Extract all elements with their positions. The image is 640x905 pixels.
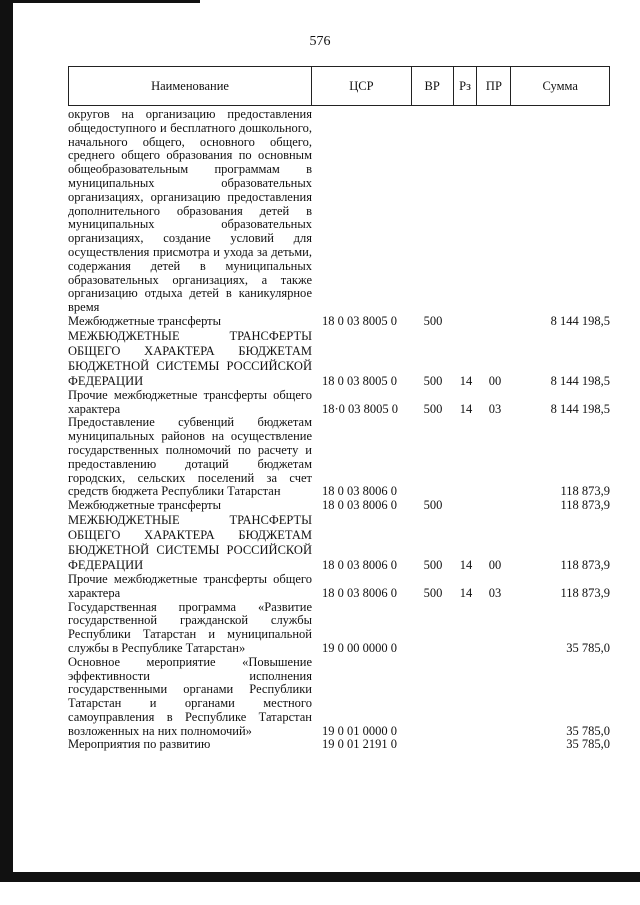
table-row	[68, 315, 610, 329]
row-name: Мероприятия по развитию	[68, 737, 211, 752]
row-vr: 500	[423, 373, 443, 388]
row-sum: 35 785,0	[566, 737, 610, 752]
row-name: округов на организацию предоставления общедоступного и бесплатного дошкольного, начального общего, основного общего, среднего общего образования по основным общеобразовательным программам в муниципальных образовательных организациях, организацию предоставления дополнительного образования детей в муниципальных образовательных организациях, создание условий для осуществления присмотра и ухода за детьми, содержания детей в муниципальных образовательных организациях, а также организацию отдыха детей в каникулярное время	[68, 107, 312, 315]
table-row	[68, 513, 610, 573]
row-name: МЕЖБЮДЖЕТНЫЕ ТРАНСФЕРТЫ ОБЩЕГО ХАРАКТЕРА БЮДЖЕТАМ БЮДЖЕТНОЙ СИСТЕМЫ РОССИЙСКОЙ ФЕДЕРАЦИИ	[68, 512, 312, 572]
table-row	[68, 601, 610, 656]
row-name: Прочие межбюджетные трансферты общего характера	[68, 387, 312, 416]
row-csr: 19 0 01 0000 0	[322, 723, 397, 738]
row-sum: 35 785,0	[566, 640, 610, 655]
row-name: Прочие межбюджетные трансферты общего характера	[68, 571, 312, 600]
top-scan-border	[0, 0, 200, 3]
row-sum: 8 144 198,5	[550, 401, 610, 416]
row-pr: 00	[488, 558, 502, 573]
table-row	[68, 738, 610, 752]
row-csr: 19 0 00 0000 0	[322, 640, 397, 655]
table-row	[68, 416, 610, 499]
left-scan-border	[0, 0, 13, 880]
row-sum: 118 873,9	[560, 484, 610, 499]
row-vr: 500	[423, 498, 443, 513]
header-csr: ЦСР	[312, 67, 412, 105]
header-vr: ВР	[412, 67, 454, 105]
row-vr: 500	[423, 313, 443, 328]
row-name: Межбюджетные трансферты	[68, 498, 222, 513]
row-csr: 18 0 03 8005 0	[322, 373, 397, 388]
row-pr: 03	[488, 585, 502, 600]
row-sum: 35 785,0	[566, 723, 610, 738]
table-row	[68, 329, 610, 389]
row-csr: 18 0 03 8005 0	[322, 313, 397, 328]
row-rz: 14	[459, 558, 473, 573]
table-header	[68, 66, 610, 106]
row-pr: 00	[488, 373, 502, 388]
row-sum: 8 144 198,5	[550, 313, 610, 328]
row-csr: 18 0 03 8006 0	[322, 558, 397, 573]
table-row	[68, 656, 610, 739]
row-name: Государственная программа «Развитие государственной гражданской службы Республики Татарстан и муниципальной службы в Республике Татарстан»	[68, 599, 312, 655]
header-pr: ПР	[477, 67, 511, 105]
row-pr: 03	[488, 401, 502, 416]
row-name: Межбюджетные трансферты	[68, 313, 222, 328]
row-csr: 18·0 03 8005 0	[322, 401, 399, 416]
table-row	[68, 389, 610, 417]
row-name: Предоставление субвенций бюджетам муниципальных районов на осуществление государственных полномочий по расчету и предоставлению дотаций бюджетам городских, сельских поселений за счет средств бюджета Республики Татарстан	[68, 415, 312, 499]
row-rz: 14	[459, 585, 473, 600]
row-sum: 118 873,9	[560, 498, 610, 513]
row-csr: 19 0 01 2191 0	[322, 737, 397, 752]
row-sum: 118 873,9	[560, 558, 610, 573]
row-sum: 8 144 198,5	[550, 373, 610, 388]
row-rz: 14	[459, 401, 473, 416]
row-csr: 18 0 03 8006 0	[322, 484, 397, 499]
row-csr: 18 0 03 8006 0	[322, 585, 397, 600]
header-rz: Рз	[454, 67, 478, 105]
table-row	[68, 573, 610, 601]
table-row	[68, 108, 610, 315]
page-number: 576	[309, 34, 331, 49]
row-rz: 14	[459, 373, 473, 388]
table-row	[68, 499, 610, 513]
table-body	[68, 108, 610, 752]
row-vr: 500	[423, 585, 443, 600]
row-vr: 500	[423, 558, 443, 573]
header-sum: Сумма	[542, 78, 578, 93]
row-name: Основное мероприятие «Повышение эффективности исполнения государственными органами Республики Татарстан и органами местного самоуправления в Республике Татарстан возложенных на них полномочий»	[68, 654, 312, 738]
bottom-scan-border	[0, 872, 640, 882]
header-name: Наименование	[69, 67, 312, 105]
row-csr: 18 0 03 8006 0	[322, 498, 397, 513]
row-sum: 118 873,9	[560, 585, 610, 600]
row-vr: 500	[423, 401, 443, 416]
row-name: МЕЖБЮДЖЕТНЫЕ ТРАНСФЕРТЫ ОБЩЕГО ХАРАКТЕРА БЮДЖЕТАМ БЮДЖЕТНОЙ СИСТЕМЫ РОССИЙСКОЙ ФЕДЕРАЦИИ	[68, 328, 312, 388]
